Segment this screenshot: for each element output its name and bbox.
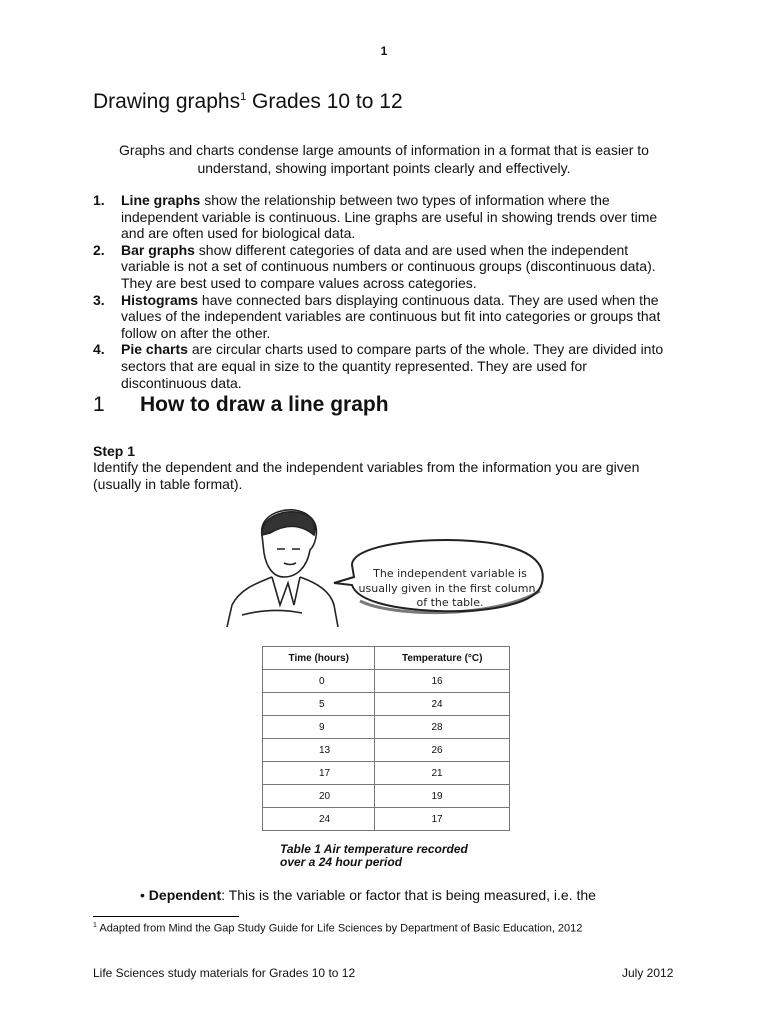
bullet-text: : This is the variable or factor that is being measured, i.e. the (221, 887, 596, 903)
table-row (263, 762, 510, 785)
section-title: How to draw a line graph (140, 393, 389, 416)
table-cell: 28 (375, 716, 510, 739)
list-item-number: 2. (93, 241, 105, 258)
section-heading (93, 393, 389, 417)
table-cell: 26 (375, 739, 510, 762)
list-item (93, 192, 673, 242)
table-cell: 5 (263, 693, 375, 716)
bubble-line-1: The independent variable is (373, 567, 527, 580)
list-item-number: 3. (93, 291, 105, 308)
caption-line-1: Table 1 Air temperature recorded (280, 842, 468, 856)
footnote-text: Adapted from Mind the Gap Study Guide for Life Sciences by Department of Basic Education, 2012 (96, 922, 583, 935)
list-item-term: Histograms (121, 291, 199, 308)
student-drawing (227, 510, 338, 627)
table-cell: 24 (263, 808, 375, 831)
footnote-divider (93, 916, 239, 917)
list-item-number: 1. (93, 192, 105, 208)
list-item (93, 341, 673, 391)
list-item-text: show different categories of data and are used when the independent variable is not a set of continuous numbers or continuous groups (discontinuous data). They are best used to compare values across categories. (121, 241, 656, 291)
table-row (263, 739, 510, 762)
footnote-marker: 1 (93, 922, 97, 929)
table-header-temperature: Temperature (°C) (375, 647, 510, 670)
speech-bubble (334, 540, 543, 613)
page-title (93, 90, 403, 114)
bubble-line-2: usually given in the first column (358, 582, 536, 595)
table-cell: 9 (263, 716, 375, 739)
table-cell: 20 (263, 785, 375, 808)
list-item-text: are circular charts used to compare parts of the whole. They are divided into sectors that are equal in size to the quantity represented. They are used for discontinuous data. (121, 341, 664, 391)
student-illustration (222, 505, 552, 630)
table-cell: 19 (375, 785, 510, 808)
title-text: Drawing graphs (93, 90, 241, 113)
list-item-term: Line graphs (121, 192, 201, 208)
table-header-time: Time (hours) (263, 647, 375, 670)
table-caption (280, 843, 500, 869)
title-rest: Grades 10 to 12 (246, 90, 403, 113)
table-cell: 17 (263, 762, 375, 785)
table-cell: 17 (375, 808, 510, 831)
section-number: 1 (93, 393, 105, 416)
list-item (93, 292, 673, 342)
table-cell: 13 (263, 739, 375, 762)
caption-line-2: over a 24 hour period (280, 855, 403, 869)
footnote (93, 922, 582, 935)
temperature-table (262, 646, 510, 831)
list-item-term: Pie charts (121, 341, 188, 358)
table-row (263, 670, 510, 693)
table-cell: 21 (375, 762, 510, 785)
footer-left: Life Sciences study materials for Grades 10 to 12 (93, 966, 356, 980)
table-cell: 0 (263, 670, 375, 693)
list-item-text: show the relationship between two types of information where the independent variable is continuous. Line graphs are useful in showing trends over time and are often used for biological data. (121, 192, 658, 242)
table-row (263, 693, 510, 716)
bullet-term: Dependent (148, 887, 222, 903)
table-header-row (263, 647, 510, 670)
list-item-term: Bar graphs (121, 241, 195, 258)
list-item-text: have connected bars displaying continuous data. They are used when the values of the independent variables are continuous but fit into categories or groups that follow on after the other. (121, 291, 661, 341)
table-row (263, 716, 510, 739)
table-row (263, 808, 510, 831)
intro-paragraph: Graphs and charts condense large amounts of information in a format that is easier to understand, showing important points clearly and effectively. (119, 142, 649, 176)
table-row (263, 785, 510, 808)
table-cell: 24 (375, 693, 510, 716)
list-item (93, 242, 673, 292)
table-cell: 16 (375, 670, 510, 693)
page-number: 1 (380, 44, 388, 58)
graph-types-list (93, 192, 673, 391)
list-item-number: 4. (93, 341, 105, 358)
step-text: Identify the dependent and the independent variables from the information you are given (usually in table format). (93, 459, 640, 492)
footer-right: July 2012 (622, 966, 674, 980)
dependent-bullet: • Dependent: This is the variable or factor that is being measured, i.e. the (140, 887, 596, 903)
step-label: Step 1 (93, 443, 136, 459)
bubble-line-3: of the table. (416, 596, 484, 609)
title-footnote-marker: 1 (240, 91, 247, 103)
